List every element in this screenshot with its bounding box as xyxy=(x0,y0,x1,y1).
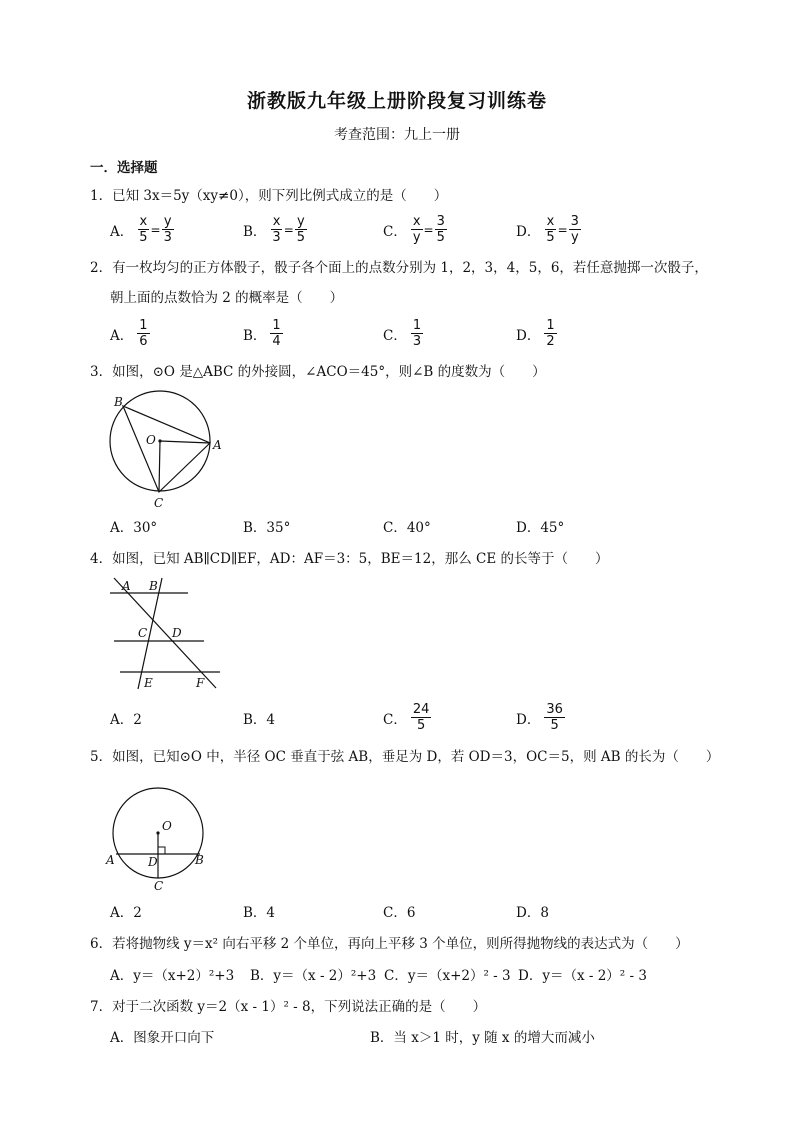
question-3-option-d: D．45° xyxy=(516,520,565,536)
triangle-abc xyxy=(123,406,210,492)
question-3-figure xyxy=(100,388,240,513)
question-1-option-c xyxy=(383,214,447,245)
question-2-stem-line-1: 2．有一枚均匀的正方体骰子，骰子各个面上的点数分别为 1，2，3，4，5，6，若任意抛掷一次骰子， xyxy=(90,260,708,276)
question-5-option-b: B．4 xyxy=(243,905,276,921)
point-label-e: E xyxy=(144,676,153,690)
point-label-c: C xyxy=(138,626,148,640)
fraction xyxy=(569,214,581,245)
fraction xyxy=(411,702,432,733)
option-label: C． xyxy=(383,327,407,344)
question-3-option-a: A．30° xyxy=(110,520,158,536)
point-label-d: D xyxy=(148,855,158,869)
numerator: 3 xyxy=(436,214,445,229)
question-5-stem: 5．如图，已知⊙O 中，半径 OC 垂直于弦 AB，垂足为 D，若 OD＝3，OC＝5，则 AB 的长为（ ） xyxy=(90,749,720,765)
numerator: y xyxy=(297,214,305,229)
page-title: 浙教版九年级上册阶段复习训练卷 xyxy=(246,90,547,112)
question-6-stem: 6．若将抛物线 y＝x² 向右平移 2 个单位，再向上平移 3 个单位，则所得抛物线的表达式为（ ） xyxy=(90,936,689,952)
numerator: x xyxy=(546,214,555,229)
question-6-option-a: A．y＝（x+2）²+3 xyxy=(110,968,235,984)
center-point xyxy=(158,439,161,442)
numerator: 3 xyxy=(570,214,579,229)
fraction xyxy=(270,214,282,245)
option-label: A． xyxy=(110,327,134,344)
fraction xyxy=(435,214,447,245)
question-3-stem: 3．如图，⊙O 是△ABC 的外接圆，∠ACO＝45°，则∠B 的度数为（ ） xyxy=(90,364,546,380)
question-1-option-d xyxy=(516,214,581,245)
point-label-c: C xyxy=(154,879,164,893)
fraction xyxy=(137,214,149,245)
question-2-stem-line-2: 朝上面的点数恰为 2 的概率是（ ） xyxy=(110,290,344,306)
question-4-option-d xyxy=(516,702,565,733)
question-7-option-a: A．图象开口向下 xyxy=(110,1030,215,1046)
point-label-b: B xyxy=(114,395,123,409)
question-5-option-c: C．6 xyxy=(383,905,416,921)
numerator: x xyxy=(412,214,421,229)
question-4-figure xyxy=(100,574,230,694)
numerator: 1 xyxy=(412,318,422,333)
numerator: 36 xyxy=(546,702,563,717)
equals-sign: = xyxy=(150,222,161,237)
question-5-option-a: A．2 xyxy=(110,905,142,921)
question-6-option-c: C．y＝（x+2）² - 3 xyxy=(384,968,511,984)
fraction xyxy=(295,214,307,245)
point-label-o: O xyxy=(162,819,172,833)
fraction xyxy=(544,702,565,733)
question-2-option-d xyxy=(516,318,557,349)
right-angle-mark xyxy=(158,847,165,854)
question-4-stem: 4．如图，已知 AB∥CD∥EF，AD：AF＝3：5，BE＝12，那么 CE 的长等于（ ） xyxy=(90,551,609,567)
numerator: 1 xyxy=(272,318,281,333)
segment-oc xyxy=(159,441,160,492)
denominator: 5 xyxy=(416,718,426,733)
option-label: A． xyxy=(110,223,134,240)
question-7-stem: 7．对于二次函数 y＝2（x - 1）² - 8，下列说法正确的是（ ） xyxy=(90,999,487,1015)
question-7-option-b: B．当 x＞1 时，y 随 x 的增大而减小 xyxy=(370,1030,595,1046)
option-label: B． xyxy=(243,327,267,344)
numerator: 1 xyxy=(139,318,148,333)
option-label: B． xyxy=(243,223,267,240)
denominator: 4 xyxy=(272,334,281,349)
point-label-c: C xyxy=(154,496,164,510)
question-1-option-a xyxy=(110,214,174,245)
center-point xyxy=(156,831,159,834)
point-label-a: A xyxy=(213,438,222,452)
denominator: 5 xyxy=(436,230,445,245)
point-label-o: O xyxy=(146,433,156,447)
page-subtitle: 考查范围：九上一册 xyxy=(334,127,460,143)
question-1-stem: 1．已知 3x＝5y（xy≠0），则下列比例式成立的是（ ） xyxy=(90,188,448,204)
fraction xyxy=(544,318,556,349)
denominator: 3 xyxy=(412,334,422,349)
numerator: x xyxy=(272,214,281,229)
point-label-f: F xyxy=(196,676,205,690)
fraction xyxy=(411,214,423,245)
fraction xyxy=(270,318,282,349)
numerator: 1 xyxy=(546,318,555,333)
denominator: y xyxy=(570,230,579,245)
question-6-option-b: B．y＝（x - 2）²+3 xyxy=(250,968,377,984)
question-3-option-b: B．35° xyxy=(243,520,291,536)
denominator: y xyxy=(412,230,421,245)
segment-oa xyxy=(160,441,210,443)
denominator: 5 xyxy=(139,230,148,245)
section-heading: 一．选择题 xyxy=(90,160,158,176)
fraction xyxy=(544,214,556,245)
option-label: B．4 xyxy=(243,712,276,728)
option-label: C． xyxy=(383,223,407,240)
equals-sign: = xyxy=(283,222,294,237)
option-label: A．2 xyxy=(110,712,142,728)
point-label-a: A xyxy=(122,579,131,593)
question-4-option-c xyxy=(383,702,431,733)
question-1-option-b xyxy=(243,214,307,245)
denominator: 5 xyxy=(296,230,306,245)
denominator: 3 xyxy=(272,230,281,245)
denominator: 5 xyxy=(550,718,559,733)
equals-sign: = xyxy=(557,222,568,237)
numerator: y xyxy=(163,214,172,229)
denominator: 6 xyxy=(139,334,148,349)
option-label: C． xyxy=(383,711,407,728)
question-4-option-a xyxy=(110,708,146,728)
point-label-b: B xyxy=(149,579,158,593)
fraction xyxy=(137,318,149,349)
question-5-figure xyxy=(104,784,214,894)
numerator: 24 xyxy=(412,702,430,717)
fraction xyxy=(411,318,423,349)
denominator: 3 xyxy=(163,230,172,245)
denominator: 2 xyxy=(546,334,555,349)
option-label: D． xyxy=(516,711,541,728)
option-label: D． xyxy=(516,223,541,240)
question-3-option-c: C．40° xyxy=(383,520,431,536)
numerator: x xyxy=(139,214,148,229)
point-label-a: A xyxy=(106,853,115,867)
question-2-option-b xyxy=(243,318,283,349)
denominator: 5 xyxy=(546,230,555,245)
question-5-option-d: D．8 xyxy=(516,905,549,921)
question-4-option-b xyxy=(243,708,279,728)
option-label: D． xyxy=(516,327,541,344)
question-2-option-a xyxy=(110,318,150,349)
point-label-b: B xyxy=(195,853,204,867)
question-6-option-d: D．y＝（x - 2）² - 3 xyxy=(518,968,647,984)
equals-sign: = xyxy=(423,222,434,237)
question-2-option-c xyxy=(383,318,423,349)
point-label-d: D xyxy=(172,626,182,640)
fraction xyxy=(162,214,174,245)
